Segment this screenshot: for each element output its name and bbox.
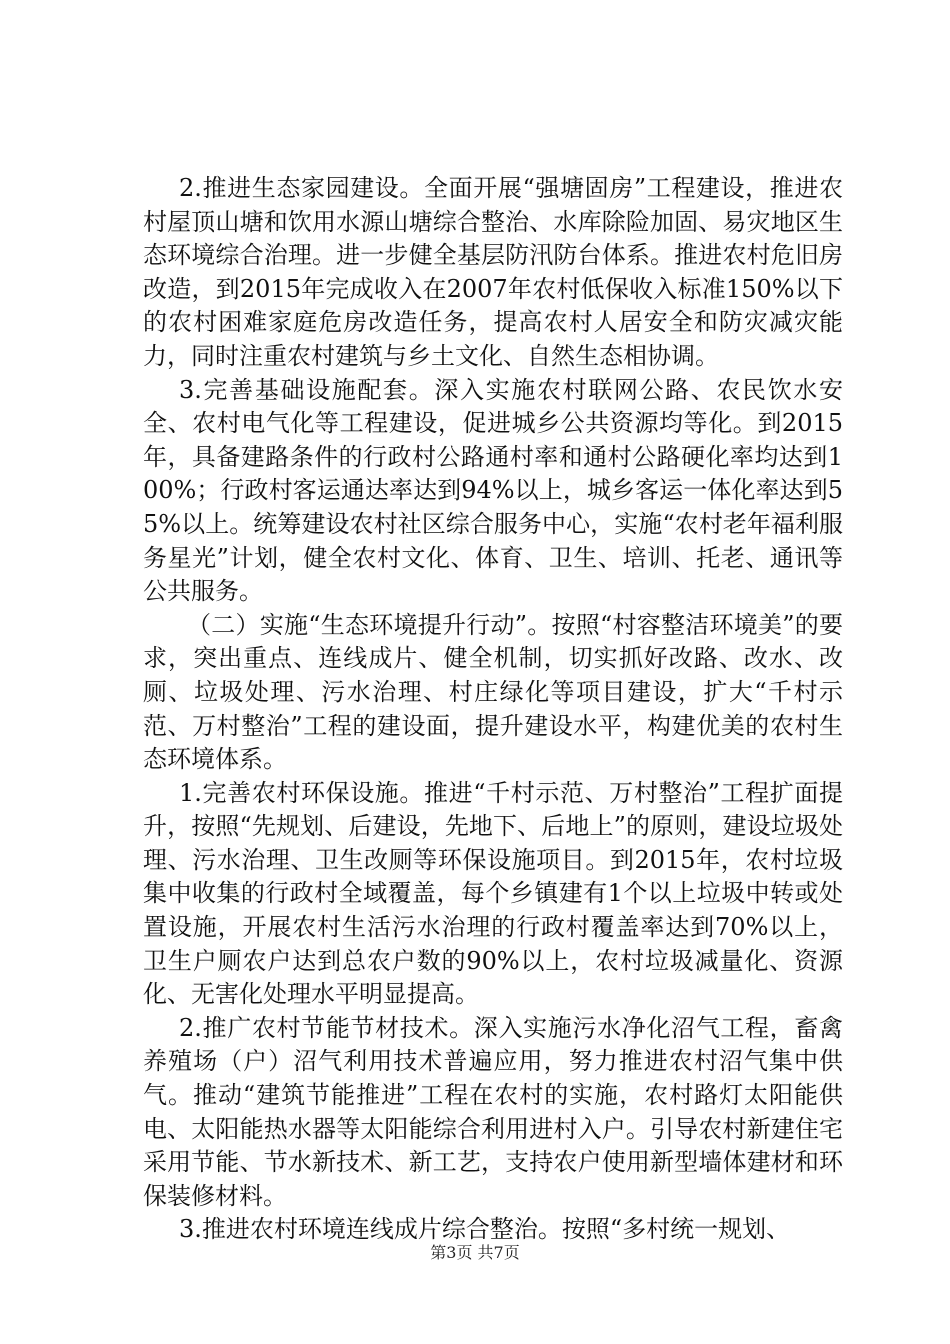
page-number: 第3页 xyxy=(430,1243,473,1262)
paragraph-energy-saving: 2.推广农村节能节材技术。深入实施污水净化沼气工程，畜禽养殖场（户）沼气利用技术普遍应用，努力推进农村沼气集中供气。推动“建筑节能推进”工程在农村的实施，农村路灯太阳能供电、太阳能热水器等太阳能综合利用进村入户。引导农村新建住宅采用节能、节水新技术、新工艺，支持农户使用新型墙体建材和环保装修材料。 xyxy=(143,1013,843,1210)
paragraph-environmental-facilities: 1.完善农村环保设施。推进“千村示范、万村整治”工程扩面提升，按照“先规划、后建设，先地下、后地上”的原则，建设垃圾处理、污水治理、卫生改厕等环保设施项目。到2015年，农村垃圾集中收集的行政村全域覆盖，每个乡镇建有1个以上垃圾中转或处置设施，开展农村生活污水治理的行政村覆盖率达到70%以上，卫生户厕农户达到总农户数的90%以上，农村垃圾减量化、资源化、无害化处理水平明显提高。 xyxy=(143,778,843,1009)
paragraph-eco-environment-action: （二）实施“生态环境提升行动”。按照“村容整洁环境美”的要求，突出重点、连线成片、健全机制，切实抓好改路、改水、改厕、垃圾处理、污水治理、村庄绿化等项目建设，扩大“千村示范、万村整治”工程的建设面，提升建设水平，构建优美的农村生态环境体系。 xyxy=(143,610,843,774)
page-total: 共7页 xyxy=(477,1243,520,1262)
paragraph-infrastructure: 3.完善基础设施配套。深入实施农村联网公路、农民饮水安全、农村电气化等工程建设，促进城乡公共资源均等化。到2015年，具备建路条件的行政村公路通村率和通村公路硬化率均达到100%；行政村客运通达率达到94%以上，城乡客运一体化率达到55%以上。统筹建设农村社区综合服务中心，实施“农村老年福利服务星光”计划，健全农村文化、体育、卫生、培训、托老、通讯等公共服务。 xyxy=(143,375,843,606)
document-body xyxy=(143,172,843,1247)
paragraph-ecological-homes: 2.推进生态家园建设。全面开展“强塘固房”工程建设，推进农村屋顶山塘和饮用水源山塘综合整治、水库除险加固、易灾地区生态环境综合治理。进一步健全基层防汛防台体系。推进农村危旧房改造，到2015年完成收入在2007年农村低保收入标准150%以下的农村困难家庭危房改造任务，提高农村人居安全和防灾减灾能力，同时注重农村建筑与乡土文化、自然生态相协调。 xyxy=(143,174,843,370)
page-footer xyxy=(0,1240,950,1263)
paragraph-comprehensive-rectification: 3.推进农村环境连线成片综合整治。按照“多村统一规划、 xyxy=(179,1215,791,1244)
